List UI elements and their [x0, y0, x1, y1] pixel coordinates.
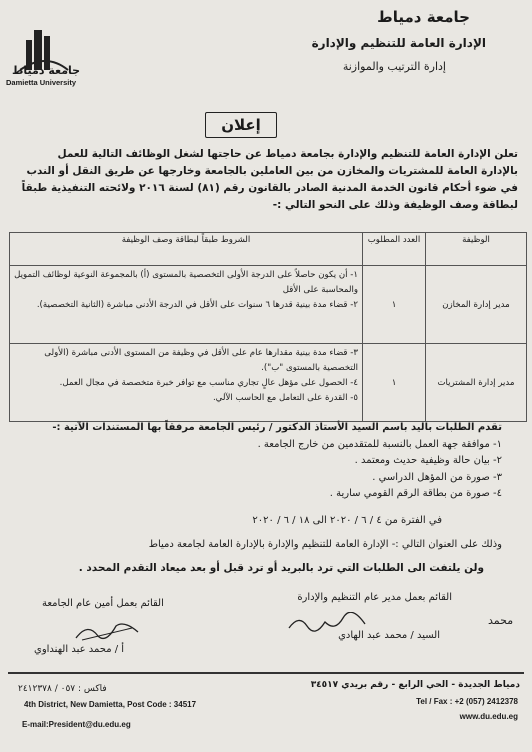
- submission-address: وذلك على العنوان التالي :- الإدارة العامة للتنظيم والإدارة بالإدارة العامة لجامعة دمياط: [148, 539, 502, 550]
- footer-website[interactable]: www.du.edu.eg: [459, 712, 518, 721]
- stamp-text: محمد: [488, 614, 514, 627]
- job-count: ١: [363, 266, 426, 344]
- university-name: جامعة دمياط: [377, 8, 470, 26]
- footer-address-en: 4th District, New Damietta, Post Code : 34517: [24, 700, 197, 709]
- requirement-item: ٤- صورة من بطاقة الرقم القومي سارية .: [329, 488, 502, 499]
- requirement-item: ٣- صورة من المؤهل الدراسي .: [372, 471, 502, 483]
- jobs-table: [9, 232, 527, 422]
- signature-scribble-icon: [287, 612, 367, 634]
- logo-text-ar: جامعة دمياط: [12, 64, 81, 77]
- signer-left-title: القائم بعمل أمين عام الجامعة: [42, 598, 164, 609]
- stamp-mark-icon: [486, 608, 522, 632]
- logo-text-en: Damietta University: [6, 78, 77, 87]
- signer-left-name: أ / محمد عبد الهنداوي: [34, 644, 125, 655]
- footer-email[interactable]: E-mail:President@du.edu.eg: [22, 720, 131, 729]
- condition-item: ٣- قضاء مدة بينية مقدارها عام على الأقل في وظيفة من المستوى الأدنى مباشرة (الأولى التخصصية بالمستوى "ب").: [44, 348, 358, 373]
- section-name: إدارة الترتيب والموازنة: [342, 60, 446, 73]
- job-title: مدير إدارة المخازن: [426, 266, 527, 344]
- intro-paragraph: تعلن الإدارة العامة للتنظيم والإدارة بجامعة دمياط عن حاجتها لشغل الوظائف التالية للعمل بالإدارة العامة للمشتريات والمخازن من بين العاملين بالجامعة وخارجها عن طريق النقل أو الندب في ضوء أحكام قانون الخدمة المدنية الصادر بالقانون رقم (٨١) لسنة ٢٠١٦ ولائحته التنفيذية طبقاً لبطاقة وصف الوظيفة وذلك على النحو التالي :-: [21, 148, 518, 211]
- signer-right-name: السيد / محمد عبد الهادي: [338, 630, 440, 641]
- signer-right-title: القائم بعمل مدير عام التنظيم والإدارة: [297, 592, 452, 603]
- table-row: [10, 266, 527, 344]
- condition-item: ٢- قضاء مدة بينية قدرها ٦ سنوات على الأقل في الدرجة الأدنى مباشرة (الثانية التخصصية).: [36, 300, 358, 310]
- requirements-intro: تقدم الطلبات باليد باسم السيد الأستاذ الدكتور / رئيس الجامعة مرفقاً بها المستندات الآتية :-: [52, 422, 502, 433]
- requirements-section: [22, 420, 502, 503]
- footer-address-ar: دمياط الجديدة - الحي الرابع - رقم بريدي ٣٤٥١٧: [310, 680, 520, 690]
- job-count: ١: [363, 344, 426, 422]
- footer-divider: [8, 672, 524, 674]
- condition-item: ٥- القدرة على التعامل مع الحاسب الآلي.: [212, 393, 358, 403]
- signature-scribble-icon: [72, 618, 142, 644]
- condition-item: ١- أن يكون حاصلاً على الدرجة الأولى التخصصية بالمستوى (أ) بالمجموعة النوعية لوظائف التمويل والمحاسبة على الأقل: [14, 270, 358, 295]
- application-period: في الفترة من ٤ / ٦ / ٢٠٢٠ الى ١٨ / ٦ / ٢٠٢٠: [252, 515, 442, 526]
- requirement-item: ٢- بيان حالة وظيفية حديث ومعتمد .: [354, 455, 502, 466]
- header-count: العدد المطلوب: [363, 233, 426, 266]
- condition-item: ٤- الحصول على مؤهل عالٍ تجاري مناسب مع توافر خبرة متخصصة في مجال العمل.: [59, 378, 358, 388]
- header-job: الوظيفة: [426, 233, 527, 266]
- table-row: [10, 344, 527, 422]
- footer-telfax: Tel / Fax : +2 (057) 2412378: [416, 697, 518, 706]
- requirement-item: ١- موافقة جهة العمل بالنسبة للمتقدمين من خارج الجامعة .: [257, 438, 502, 450]
- announcement-title: إعلان: [205, 112, 277, 138]
- job-conditions: [10, 344, 363, 422]
- footer-fax-ar: فاكس : ٠٥٧ / ٢٤١٢٣٧٨: [18, 684, 107, 694]
- job-conditions: [10, 266, 363, 344]
- late-notice: ولن يلتفت الى الطلبات التي ترد بالبريد أو ترد قبل أو بعد ميعاد التقدم المحدد .: [78, 562, 484, 574]
- header-conditions: الشروط طبقاً لبطاقة وصف الوظيفة: [10, 233, 363, 266]
- department-name: الإدارة العامة للتنظيم والإدارة: [311, 36, 486, 50]
- job-title: مدير إدارة المشتريات: [426, 344, 527, 422]
